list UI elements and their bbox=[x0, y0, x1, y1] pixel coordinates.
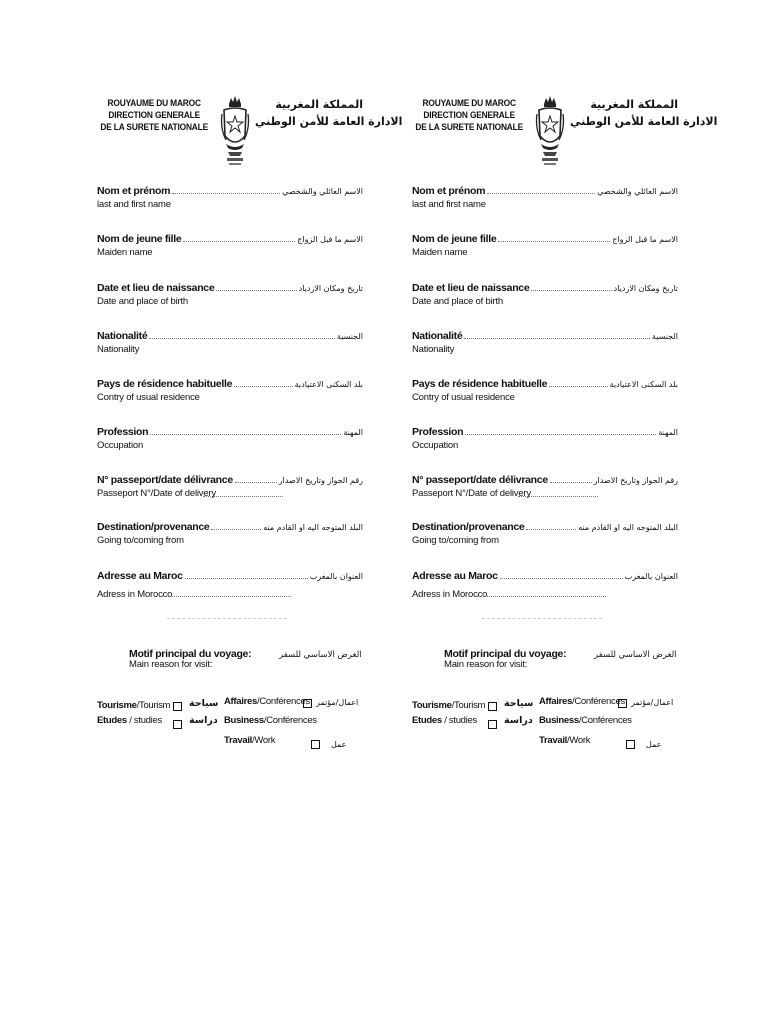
option-label-en: Conférences bbox=[574, 696, 625, 707]
option-label-fr: Affaires bbox=[539, 696, 572, 707]
header-direction: DIRECTION GENERALE bbox=[423, 110, 515, 121]
field-label-fr: Adresse au Maroc bbox=[412, 570, 498, 582]
field-label-fr: Pays de résidence habituelle bbox=[412, 378, 548, 390]
entry-card-right bbox=[412, 88, 718, 788]
option-travail: Travail/Work bbox=[539, 735, 591, 746]
field-profession[interactable] bbox=[412, 425, 678, 459]
input-dots[interactable] bbox=[149, 329, 335, 339]
field-pays-residence[interactable] bbox=[97, 377, 363, 411]
motif-label-fr: Motif principal du voyage: bbox=[444, 648, 567, 660]
option-travail-ar: عمل bbox=[646, 740, 662, 749]
field-label-en: Nationality bbox=[412, 344, 455, 355]
input-dots[interactable] bbox=[150, 425, 341, 435]
header-direction: DIRECTION GENERALE bbox=[108, 110, 200, 121]
header-kingdom: ROUYAUME DU MAROC bbox=[422, 98, 516, 109]
input-dots[interactable] bbox=[172, 184, 280, 194]
field-label-ar: بلد السكنى الاعتيادية bbox=[609, 380, 678, 389]
input-dots[interactable] bbox=[487, 184, 595, 194]
input-dots[interactable] bbox=[185, 569, 308, 579]
field-nom-jeune-fille[interactable] bbox=[412, 232, 678, 266]
field-label-ar: المهنة bbox=[658, 428, 678, 437]
option-label-en: Conférences bbox=[259, 696, 310, 707]
input-dots[interactable] bbox=[550, 473, 592, 483]
option-etudes-ar: دراسة bbox=[189, 715, 218, 726]
option-etudes-ar: دراسة bbox=[504, 715, 533, 726]
field-nom-prenom[interactable] bbox=[412, 184, 678, 218]
field-label-fr: Pays de résidence habituelle bbox=[97, 378, 233, 390]
field-label-en: Occupation bbox=[412, 440, 459, 451]
input-dots[interactable] bbox=[235, 473, 277, 483]
option-affaires: Affaires/Conférences bbox=[539, 696, 625, 707]
header-arabic bbox=[570, 96, 718, 130]
input-dots[interactable] bbox=[464, 329, 650, 339]
coat-of-arms-icon bbox=[535, 94, 565, 172]
option-label-fr: Travail bbox=[224, 735, 253, 746]
field-passeport[interactable] bbox=[97, 473, 363, 507]
motif-label-en: Main reason for visit: bbox=[444, 659, 528, 670]
field-label-fr: Date et lieu de naissance bbox=[97, 282, 215, 294]
option-affaires-ar: اعمال/مؤتمر bbox=[316, 698, 359, 707]
option-label-en: Conférences bbox=[266, 715, 317, 726]
checkbox-affaires[interactable] bbox=[618, 699, 627, 708]
field-label-fr: N° passeport/date délivrance bbox=[412, 474, 548, 486]
field-label-fr: Nom et prénom bbox=[412, 185, 486, 197]
option-tourisme-ar: سياحة bbox=[189, 698, 219, 709]
input-dots[interactable] bbox=[531, 281, 611, 291]
field-date-lieu-naissance[interactable] bbox=[412, 281, 678, 315]
field-label-ar: الاسم ما قبل الزواج bbox=[297, 235, 363, 244]
field-label-fr: Nationalité bbox=[97, 330, 148, 342]
field-adresse[interactable] bbox=[412, 569, 678, 603]
input-dots-secondary[interactable] bbox=[518, 495, 598, 497]
option-tourisme-ar: سياحة bbox=[504, 698, 534, 709]
motif-section bbox=[444, 648, 677, 678]
field-label-fr: Date et lieu de naissance bbox=[412, 282, 530, 294]
field-label-ar: رقم الجواز وتاريخ الاصدار bbox=[278, 476, 363, 485]
option-etudes: Etudes / studies bbox=[97, 715, 162, 726]
field-label-ar: الجنسية bbox=[651, 332, 678, 341]
header-arabic bbox=[255, 96, 403, 130]
option-label-fr: Etudes bbox=[412, 715, 442, 726]
checkbox-tourisme[interactable] bbox=[488, 702, 497, 711]
header-arabic-kingdom: المملكة المغربية bbox=[275, 98, 363, 111]
option-label-fr: Tourisme bbox=[97, 700, 137, 711]
motif-label-ar: الغرض الاساسي للسفر bbox=[279, 650, 362, 660]
input-dots-secondary[interactable] bbox=[203, 495, 283, 497]
field-label-en: Contry of usual residence bbox=[97, 392, 200, 403]
input-dots[interactable] bbox=[234, 377, 292, 387]
field-label-ar: البلد المتوجه اليه او القادم منه bbox=[263, 523, 363, 532]
field-label-en: Adress in Morocco bbox=[97, 589, 173, 600]
checkbox-travail[interactable] bbox=[311, 740, 320, 749]
option-label-en: Tourism bbox=[139, 700, 171, 711]
field-label-en: Date and place of birth bbox=[97, 296, 188, 307]
checkbox-etudes[interactable] bbox=[173, 720, 182, 729]
input-dots[interactable] bbox=[549, 377, 607, 387]
field-label-ar: الاسم العائلي والشخصي bbox=[597, 187, 678, 196]
field-label-en: Adress in Morocco bbox=[412, 589, 488, 600]
field-label-en: Passeport N°/Date of delivery bbox=[97, 488, 216, 499]
header-arabic-surete: الادارة العامة للأمن الوطني bbox=[570, 115, 718, 128]
field-label-ar: الاسم العائلي والشخصي bbox=[282, 187, 363, 196]
input-dots[interactable] bbox=[183, 232, 295, 242]
input-dots[interactable] bbox=[500, 569, 623, 579]
field-label-ar: تاريخ ومكان الازدياد bbox=[613, 284, 678, 293]
field-label-fr: Adresse au Maroc bbox=[97, 570, 183, 582]
field-label-en: Maiden name bbox=[97, 247, 153, 258]
field-label-ar: العنوان بالمغرب bbox=[309, 572, 363, 581]
field-label-en: last and first name bbox=[97, 199, 171, 210]
field-nationalite[interactable] bbox=[412, 329, 678, 363]
option-label-fr: Etudes bbox=[97, 715, 127, 726]
field-label-ar: الجنسية bbox=[336, 332, 363, 341]
option-travail: Travail/Work bbox=[224, 735, 276, 746]
input-dots[interactable] bbox=[526, 520, 576, 530]
field-label-fr: Destination/provenance bbox=[412, 521, 525, 533]
divider bbox=[482, 618, 602, 619]
motif-label-fr: Motif principal du voyage: bbox=[129, 648, 252, 660]
option-label-fr: Business bbox=[224, 715, 264, 726]
input-dots[interactable] bbox=[216, 281, 296, 291]
field-profession[interactable] bbox=[97, 425, 363, 459]
input-dots[interactable] bbox=[211, 520, 261, 530]
option-label-en: Tourism bbox=[454, 700, 486, 711]
option-label-fr: Business bbox=[539, 715, 579, 726]
field-label-fr: Nom de jeune fille bbox=[412, 233, 497, 245]
option-business: Business/Conférences bbox=[224, 715, 317, 726]
coat-of-arms-icon bbox=[220, 94, 250, 172]
field-label-ar: البلد المتوجه اليه او القادم منه bbox=[578, 523, 678, 532]
option-etudes: Etudes / studies bbox=[412, 715, 477, 726]
field-nationalite[interactable] bbox=[97, 329, 363, 363]
field-label-ar: المهنة bbox=[343, 428, 363, 437]
header-arabic-kingdom: المملكة المغربية bbox=[590, 98, 678, 111]
field-label-en: Maiden name bbox=[412, 247, 468, 258]
header-arabic-surete: الادارة العامة للأمن الوطني bbox=[255, 115, 403, 128]
option-label-en: studies bbox=[448, 715, 477, 726]
field-label-en: Nationality bbox=[97, 344, 140, 355]
option-label-en: Work bbox=[569, 735, 591, 746]
field-nom-prenom[interactable] bbox=[97, 184, 363, 218]
header-french bbox=[97, 98, 211, 134]
option-tourisme: Tourisme/Tourism bbox=[97, 700, 171, 711]
field-label-ar: تاريخ ومكان الازدياد bbox=[298, 284, 363, 293]
field-date-lieu-naissance[interactable] bbox=[97, 281, 363, 315]
header-kingdom: ROUYAUME DU MAROC bbox=[107, 98, 201, 109]
motif-label-en: Main reason for visit: bbox=[129, 659, 213, 670]
option-travail-ar: عمل bbox=[331, 740, 347, 749]
motif-section bbox=[129, 648, 362, 678]
field-label-ar: الاسم ما قبل الزواج bbox=[612, 235, 678, 244]
field-label-en: Occupation bbox=[97, 440, 144, 451]
field-label-en: last and first name bbox=[412, 199, 486, 210]
header-surete: DE LA SURETE NATIONALE bbox=[415, 122, 524, 133]
field-label-ar: رقم الجواز وتاريخ الاصدار bbox=[593, 476, 678, 485]
option-label-en: Work bbox=[254, 735, 276, 746]
input-dots[interactable] bbox=[465, 425, 656, 435]
option-label-fr: Affaires bbox=[224, 696, 257, 707]
field-label-fr: Profession bbox=[97, 426, 149, 438]
option-label-en: Conférences bbox=[581, 715, 632, 726]
field-label-en: Going to/coming from bbox=[412, 535, 499, 546]
header-french bbox=[412, 98, 526, 134]
field-pays-residence[interactable] bbox=[412, 377, 678, 411]
input-dots-secondary[interactable] bbox=[476, 595, 606, 597]
divider bbox=[167, 618, 287, 619]
field-label-en: Going to/coming from bbox=[97, 535, 184, 546]
field-destination[interactable] bbox=[97, 520, 363, 554]
checkbox-travail[interactable] bbox=[626, 740, 635, 749]
checkbox-etudes[interactable] bbox=[488, 720, 497, 729]
option-tourisme: Tourisme/Tourism bbox=[412, 700, 486, 711]
field-nom-jeune-fille[interactable] bbox=[97, 232, 363, 266]
option-label-fr: Tourisme bbox=[412, 700, 452, 711]
field-passeport[interactable] bbox=[412, 473, 678, 507]
option-business: Business/Conférences bbox=[539, 715, 632, 726]
field-label-en: Contry of usual residence bbox=[412, 392, 515, 403]
field-destination[interactable] bbox=[412, 520, 678, 554]
input-dots-secondary[interactable] bbox=[161, 595, 291, 597]
checkbox-affaires[interactable] bbox=[303, 699, 312, 708]
motif-label-ar: الغرض الاساسي للسفر bbox=[594, 650, 677, 660]
input-dots[interactable] bbox=[498, 232, 610, 242]
header-surete: DE LA SURETE NATIONALE bbox=[100, 122, 209, 133]
field-adresse[interactable] bbox=[97, 569, 363, 603]
entry-card-left bbox=[97, 88, 403, 788]
field-label-fr: Nom et prénom bbox=[97, 185, 171, 197]
option-label-fr: Travail bbox=[539, 735, 568, 746]
field-label-fr: Destination/provenance bbox=[97, 521, 210, 533]
option-label-en: studies bbox=[133, 715, 162, 726]
field-label-fr: Nom de jeune fille bbox=[97, 233, 182, 245]
option-affaires: Affaires/Conférences bbox=[224, 696, 310, 707]
field-label-fr: N° passeport/date délivrance bbox=[97, 474, 233, 486]
field-label-fr: Nationalité bbox=[412, 330, 463, 342]
field-label-en: Date and place of birth bbox=[412, 296, 503, 307]
field-label-fr: Profession bbox=[412, 426, 464, 438]
option-affaires-ar: اعمال/مؤتمر bbox=[631, 698, 674, 707]
field-label-en: Passeport N°/Date of delivery bbox=[412, 488, 531, 499]
checkbox-tourisme[interactable] bbox=[173, 702, 182, 711]
field-label-ar: العنوان بالمغرب bbox=[624, 572, 678, 581]
field-label-ar: بلد السكنى الاعتيادية bbox=[294, 380, 363, 389]
